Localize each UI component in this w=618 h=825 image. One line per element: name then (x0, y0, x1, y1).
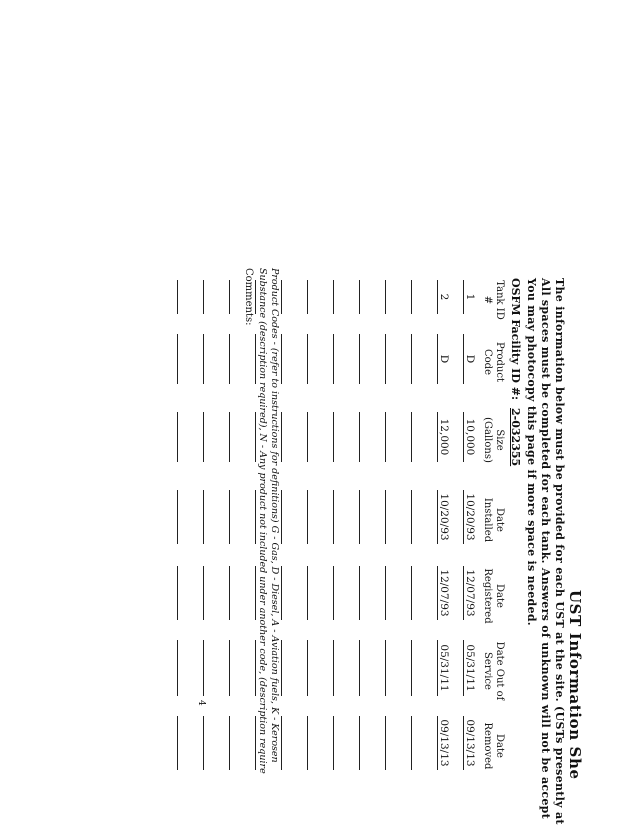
blank-entry-line (307, 280, 308, 314)
blank-entry-line (281, 334, 282, 384)
blank-entry-line (255, 334, 256, 384)
blank-entry-line (333, 412, 334, 462)
blank-entry-line (203, 490, 204, 544)
table-cell: 09/13/13 (464, 719, 476, 767)
blank-entry-line (385, 716, 386, 770)
blank-entry-line (281, 280, 282, 314)
blank-entry-line (411, 716, 412, 770)
blank-entry-line (255, 640, 256, 696)
blank-entry-line (333, 640, 334, 696)
blank-entry-line (203, 412, 204, 462)
table-cell: 10/20/93 (438, 493, 450, 541)
blank-entry-line (385, 280, 386, 314)
table-cell: 1 (464, 293, 476, 301)
table-cell: 10,000 (464, 418, 476, 456)
column-header: Product Code (482, 342, 505, 382)
blank-entry-line (307, 490, 308, 544)
blank-entry-line (359, 490, 360, 544)
column-header: Size (Gallons) (482, 417, 505, 463)
blank-entry-line (359, 280, 360, 314)
blank-entry-line (307, 334, 308, 384)
instruction-line-3: You may photocopy this page if more space is needed. (525, 278, 538, 626)
blank-entry-line (281, 490, 282, 544)
blank-entry-line (359, 716, 360, 770)
product-codes-footnote-1: Product Codes - (refer to instructions for definitions) G - Gas, D - Diesel, A - Aviation fuels, K - Kerosen (269, 268, 280, 763)
blank-entry-line (177, 566, 178, 620)
blank-entry-line (385, 412, 386, 462)
page-title: UST Information She (566, 590, 584, 780)
blank-entry-line (281, 566, 282, 620)
blank-entry-line (333, 566, 334, 620)
facility-id-value: 2-032355 (509, 408, 522, 467)
blank-entry-line (307, 716, 308, 770)
blank-entry-line (411, 280, 412, 314)
column-header: Date Installed (482, 497, 505, 543)
blank-entry-line (177, 640, 178, 696)
blank-entry-line (255, 490, 256, 544)
blank-entry-line (203, 640, 204, 696)
blank-entry-line (177, 334, 178, 384)
blank-entry-line (229, 412, 230, 462)
blank-entry-line (177, 490, 178, 544)
blank-entry-line (255, 566, 256, 620)
blank-entry-line (203, 334, 204, 384)
blank-entry-line (177, 716, 178, 770)
blank-entry-line (385, 334, 386, 384)
blank-entry-line (281, 716, 282, 770)
instruction-line-1: The information below must be provided for each UST at the site. (USTs presently at (553, 278, 566, 825)
blank-entry-line (385, 640, 386, 696)
blank-entry-line (203, 280, 204, 314)
table-cell: 05/31/11 (464, 644, 476, 692)
instruction-line-2: All spaces must be completed for each tank. Answers of unknown will not be accept (539, 278, 552, 820)
blank-entry-line (203, 716, 204, 770)
blank-entry-line (385, 490, 386, 544)
blank-entry-line (411, 640, 412, 696)
blank-entry-line (411, 334, 412, 384)
blank-entry-line (333, 280, 334, 314)
table-cell: 12,000 (438, 418, 450, 456)
blank-entry-line (229, 280, 230, 314)
blank-entry-line (229, 716, 230, 770)
blank-entry-line (229, 334, 230, 384)
blank-entry-line (255, 412, 256, 462)
blank-entry-line (255, 280, 256, 314)
blank-entry-line (359, 334, 360, 384)
blank-entry-line (411, 490, 412, 544)
facility-id-line (509, 278, 522, 466)
product-codes-footnote-2: Substance (description required), N - Any product not included under another code, (description require (257, 268, 268, 774)
blank-entry-line (333, 334, 334, 384)
blank-entry-line (359, 640, 360, 696)
column-header: Tank ID # (482, 280, 505, 320)
blank-entry-line (229, 640, 230, 696)
table-cell: 2 (438, 293, 450, 301)
blank-entry-line (359, 412, 360, 462)
blank-entry-line (307, 640, 308, 696)
blank-entry-line (203, 566, 204, 620)
comments-label: Comments: (243, 268, 254, 326)
blank-entry-line (229, 490, 230, 544)
blank-entry-line (281, 640, 282, 696)
blank-entry-line (307, 412, 308, 462)
page-number: 4 (196, 700, 206, 706)
facility-id-label: OSFM Facility ID #: (509, 278, 522, 401)
blank-entry-line (307, 566, 308, 620)
blank-entry-line (229, 566, 230, 620)
table-cell: 09/13/13 (438, 719, 450, 767)
table-cell: 12/07/93 (464, 569, 476, 617)
table-cell: D (464, 354, 476, 364)
table-cell: D (438, 354, 450, 364)
blank-entry-line (359, 566, 360, 620)
blank-entry-line (255, 716, 256, 770)
column-header: Date Registered (482, 568, 505, 624)
blank-entry-line (281, 412, 282, 462)
blank-entry-line (177, 412, 178, 462)
blank-entry-line (333, 490, 334, 544)
blank-entry-line (411, 412, 412, 462)
blank-entry-line (411, 566, 412, 620)
blank-entry-line (333, 716, 334, 770)
table-cell: 05/31/11 (438, 644, 450, 692)
column-header: Date Removed (482, 722, 505, 770)
table-cell: 12/07/93 (438, 569, 450, 617)
table-cell: 10/20/93 (464, 493, 476, 541)
blank-entry-line (177, 280, 178, 314)
blank-entry-line (385, 566, 386, 620)
column-header: Date Out of Service (482, 641, 505, 701)
